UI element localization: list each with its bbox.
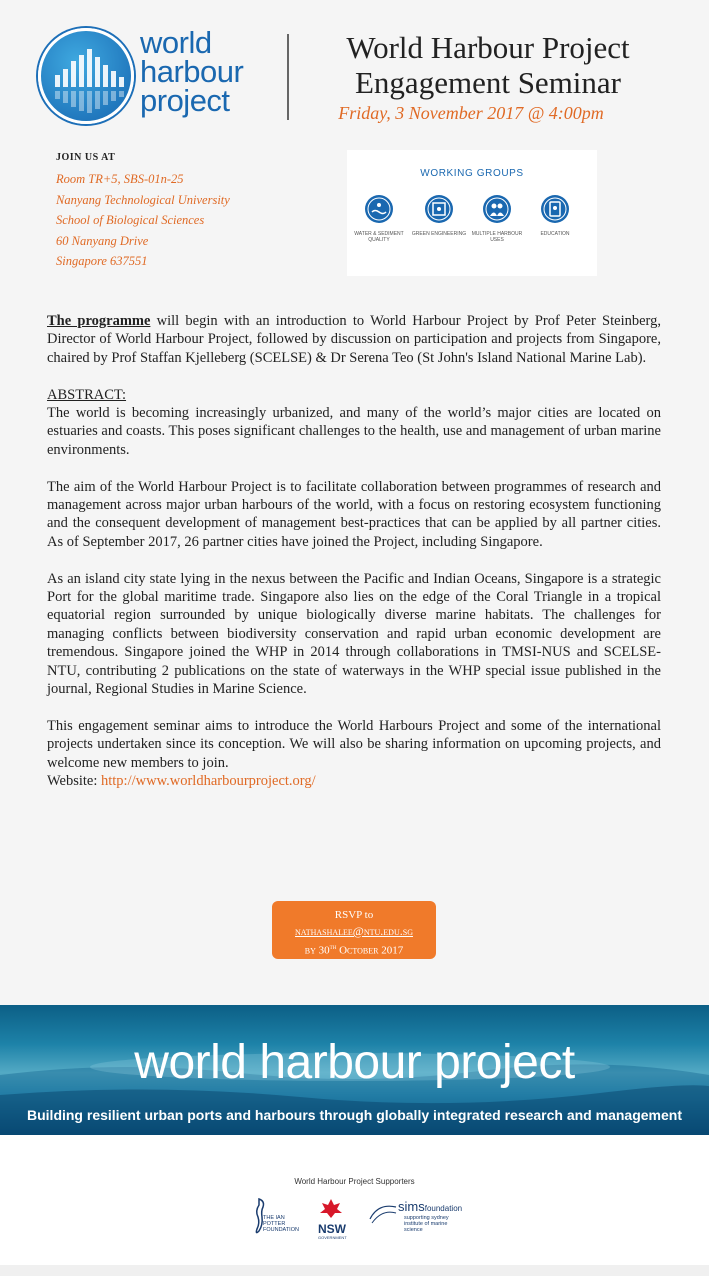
- venue-line: Singapore 637551: [56, 254, 148, 268]
- working-group-item: [411, 194, 467, 237]
- green-engineering-icon: [424, 194, 454, 224]
- logo-wave-icon: [38, 28, 134, 124]
- abstract-paragraph: The aim of the World Harbour Project is to facilitate collaboration between programmes of research and management across major urban harbours of the world, with a focus on restoring ecosystem functioning and the consequent development of management best-practices that can be applied by all partner cities. As of September 2017, 26 partner cities have joined the Project, including Singapore.: [47, 478, 661, 550]
- working-groups-title: WORKING GROUPS: [420, 168, 524, 179]
- rsvp-box[interactable]: [272, 901, 436, 959]
- working-groups-graphic: [347, 150, 597, 276]
- bottom-strip: [0, 1265, 709, 1276]
- nsw-government-logo: NSW GOVERNMENT: [318, 1197, 347, 1240]
- website-link[interactable]: http://www.worldharbourproject.org/: [101, 773, 316, 790]
- abstract-paragraph: This engagement seminar aims to introduce the World Harbours Project and some of the international projects undertaken since its conception. We will also be sharing information on upcoming projects, and welcome new members to join.: [47, 717, 661, 771]
- supporters-title: World Harbour Project Supporters: [294, 1177, 415, 1186]
- working-group-label: EDUCATION: [540, 231, 570, 237]
- rsvp-email-link[interactable]: nathashalee@ntu.edu.sg: [295, 924, 413, 938]
- abstract-heading: ABSTRACT:: [47, 386, 127, 403]
- header-divider: [287, 34, 289, 120]
- rsvp-label: RSVP to: [334, 909, 374, 921]
- education-icon: [540, 194, 570, 224]
- sims-swirl-icon: [368, 1199, 398, 1229]
- working-group-item: [469, 194, 525, 243]
- working-group-label: WATER & SEDIMENT QUALITY: [354, 231, 404, 243]
- venue-line: 60 Nanyang Drive: [56, 233, 149, 248]
- venue-block: [56, 152, 230, 272]
- ocean-banner: [0, 1005, 709, 1135]
- working-group-label: GREEN ENGINEERING: [411, 231, 467, 237]
- programme-lead: The programme: [47, 313, 151, 329]
- intro-paragraph: [47, 312, 661, 367]
- working-group-item: [527, 194, 583, 237]
- abstract-paragraph: As an island city state lying in the nexus between the Pacific and Indian Oceans, Singapore is a strategic Port for the global maritime trade. Singapore also lies on the edge of the Coral Triangle in a tropical equatorial region surrounded by unique biologically diverse marine habitats. The challenges for managing conflicts between biodiversity conservation and rapid urban economic development are tremendous. Singapore joined the WHP in 2014 through collaborations in TMSI-NUS and SCELSE-NTU, contributing 2 publications on the state of waterways in the WHP special issue published in the journal, Regional Studies in Marine Science.: [47, 570, 661, 698]
- water-quality-icon: [364, 194, 394, 224]
- event-date: Friday, 3 November 2017 @ 4:00pm: [338, 103, 604, 123]
- banner-wordmark: world harbour project: [134, 1036, 575, 1089]
- working-group-item: [351, 194, 407, 243]
- rsvp-deadline: by 30th October 2017: [304, 943, 404, 957]
- programme-description: [47, 312, 661, 791]
- website-line: [47, 772, 661, 790]
- world-harbour-logo: [38, 25, 278, 124]
- harbour-uses-icon: [482, 194, 512, 224]
- venue-line: Room TR+5, SBS-01n-25: [56, 172, 184, 186]
- waratah-icon: [318, 1197, 344, 1219]
- banner-tagline: Building resilient urban ports and harbours through globally integrated research and management: [27, 1107, 682, 1123]
- website-label: Website:: [47, 773, 101, 790]
- logo-wordmark: world harbour project: [140, 25, 244, 118]
- page-title: World Harbour Project Engagement Seminar: [346, 30, 630, 100]
- venue-line: Nanyang Technological University: [56, 192, 230, 207]
- venue-heading: JOIN US AT: [56, 152, 116, 163]
- abstract-paragraph: The world is becoming increasingly urbanized, and many of the world’s major cities are located on estuaries and coasts. This poses significant challenges to the health, use and management of urban marine environments.: [47, 405, 661, 458]
- supporters-footer: World Harbour Project Supporters THE IAN POTTER FOUNDATION NSW GOVERNMENT simsfoundation supporting sydney institute of marine science: [0, 1135, 709, 1265]
- intro-text: will begin with an introduction to World Harbour Project by Prof Peter Steinberg, Director of World Harbour Project, followed by discussion on participation and projects from Singapore, chaired by Prof Staffan Kjelleberg (SCELSE) & Dr Serena Teo (St John's Island National Marine Lab).: [47, 313, 661, 366]
- venue-line: School of Biological Sciences: [56, 213, 205, 227]
- working-group-label: MULTIPLE HARBOUR USES: [471, 231, 523, 243]
